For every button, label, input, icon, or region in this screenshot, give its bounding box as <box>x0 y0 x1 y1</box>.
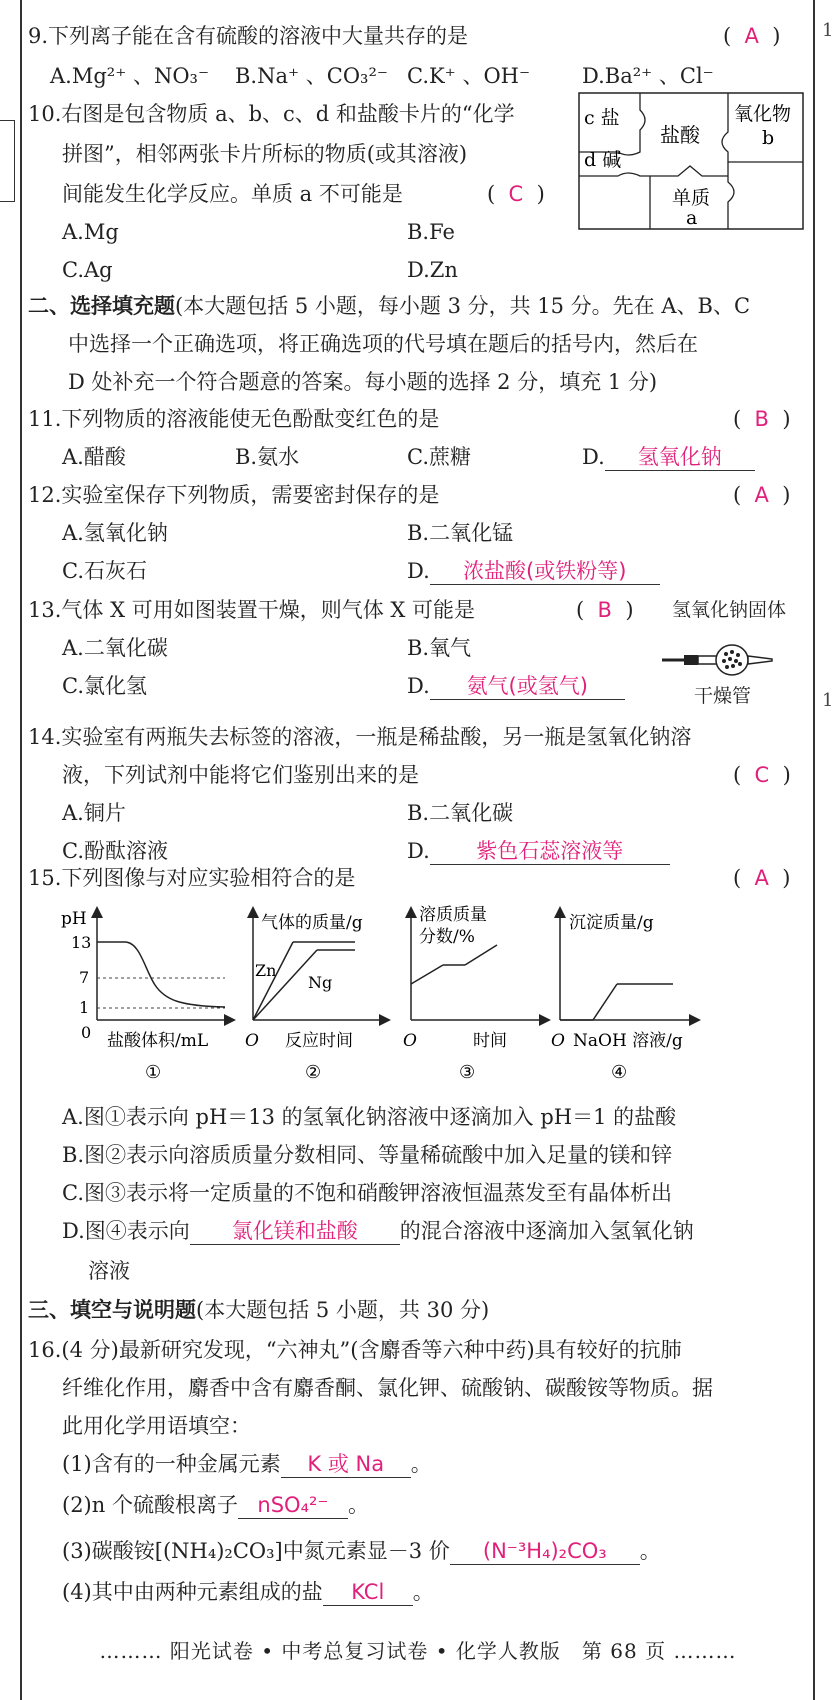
q14-option-d: D. 紫色石蕊溶液等 <box>407 837 670 865</box>
q10-option-c: C.Ag <box>62 258 113 282</box>
svg-text:④: ④ <box>611 1062 628 1083</box>
q12-option-d: D. 浓盐酸(或铁粉等) <box>407 557 660 585</box>
q10-option-a: A.Mg <box>62 220 119 244</box>
q15-option-d: D.图④表示向 氯化镁和盐酸 的混合溶液中逐滴加入氢氧化钠 <box>62 1219 694 1243</box>
q12-answer: A <box>754 483 769 507</box>
svg-text:③: ③ <box>459 1062 476 1083</box>
q9-option-c: C.K⁺ 、OH⁻ <box>407 64 531 88</box>
puzzle-c-label: c 盐 <box>584 107 620 129</box>
q15-stem: 15.下列图像与对应实验相符合的是 <box>28 866 356 890</box>
q10-line2: 拼图”，相邻两张卡片所标的物质(或其溶液) <box>62 142 468 166</box>
q15-answer: A <box>754 866 769 890</box>
q14-option-b: B.二氧化碳 <box>407 801 514 825</box>
q13-option-a: A.二氧化碳 <box>62 636 168 660</box>
q15-option-d-line2: 溶液 <box>88 1259 130 1283</box>
svg-text:O: O <box>403 1031 417 1051</box>
q14-line2: 液，下列试剂中能将它们鉴别出来的是 <box>62 763 419 787</box>
page-footer: ……… 阳光试卷 • 中考总复习试卷 • 化学人教版 第 68 页 ……… <box>99 1639 737 1663</box>
q9-stem: 9.下列离子能在含有硫酸的溶液中大量共存的是 <box>28 24 469 48</box>
q9-option-a: A.Mg²⁺ 、NO₃⁻ <box>50 64 210 88</box>
q12-fill: 浓盐酸(或铁粉等) <box>430 558 660 585</box>
q16-line2: 纤维化作用，麝香中含有麝香酮、氯化钾、硫酸钠、碳酸铵等物质。据 <box>62 1376 713 1400</box>
section3-title: 三、填空与说明题(本大题包括 5 小题，共 30 分) <box>28 1298 490 1322</box>
q11-answer: B <box>754 407 769 431</box>
right-margin-line <box>813 0 815 1700</box>
q16-part1: (1)含有的一种金属元素 K 或 Na 。 <box>62 1452 432 1476</box>
q11-stem: 11.下列物质的溶液能使无色酚酞变红色的是 <box>28 407 440 431</box>
puzzle-b-label1: 氧化物 <box>734 103 792 125</box>
svg-text:O: O <box>551 1031 565 1051</box>
svg-text:7: 7 <box>79 968 90 987</box>
q16-part2: (2)n 个硫酸根离子 nSO₄²⁻ 。 <box>62 1493 369 1517</box>
left-edge-box <box>0 120 15 202</box>
q11-answer-box: ( B ) <box>733 407 791 431</box>
section2-line3: D 处补充一个符合题意的答案。每小题的选择 2 分，填充 1 分) <box>68 370 658 394</box>
svg-text:O: O <box>245 1031 259 1051</box>
q16-line1: 16.(4 分)最新研究发现，“六神丸”(含麝香等六种中药)具有较好的抗肺 <box>28 1338 682 1362</box>
graph-1 <box>61 909 230 1083</box>
graph-4 <box>551 912 695 1083</box>
q9-option-d: D.Ba²⁺ 、Cl⁻ <box>582 64 714 88</box>
svg-text:气体的质量/g: 气体的质量/g <box>261 913 363 933</box>
puzzle-a-label1: 单质 <box>672 187 711 209</box>
puzzle-center-label: 盐酸 <box>660 123 700 147</box>
section2-line1: 二、选择填充题(本大题包括 5 小题，每小题 3 分，共 15 分。先在 A、B、C <box>28 294 751 318</box>
q14-fill: 紫色石蕊溶液等 <box>430 838 670 865</box>
right-edge-mark: 1 <box>822 20 834 41</box>
svg-text:时间: 时间 <box>473 1031 507 1051</box>
svg-text:13: 13 <box>71 933 92 952</box>
q11-option-a: A.醋酸 <box>62 445 126 469</box>
svg-text:盐酸体积/mL: 盐酸体积/mL <box>107 1031 209 1051</box>
svg-text:①: ① <box>145 1062 162 1083</box>
left-margin-line <box>20 0 22 1700</box>
q12-option-c: C.石灰石 <box>62 559 147 583</box>
svg-text:沉淀质量/g: 沉淀质量/g <box>569 913 654 933</box>
q9-option-b: B.Na⁺ 、CO₃²⁻ <box>235 64 388 88</box>
q15-option-a: A.图①表示向 pH＝13 的氢氧化钠溶液中逐滴加入 pH＝1 的盐酸 <box>62 1105 677 1129</box>
q13-option-c: C.氯化氢 <box>62 674 147 698</box>
q15-fill: 氯化镁和盐酸 <box>190 1218 400 1245</box>
svg-text:分数/%: 分数/% <box>419 927 475 947</box>
q16-fill-2: nSO₄²⁻ <box>238 1492 348 1519</box>
q13-option-d: D. 氨气(或氢气) <box>407 672 625 700</box>
svg-text:反应时间: 反应时间 <box>285 1031 353 1051</box>
q10-answer: C <box>508 182 524 206</box>
q16-fill-3: (N⁻³H₄)₂CO₃ <box>450 1538 640 1565</box>
q13-answer-box: ( B ) <box>576 598 634 622</box>
q14-line1: 14.实验室有两瓶失去标签的溶液，一瓶是稀盐酸，另一瓶是氢氧化钠溶 <box>28 725 692 749</box>
q9-answer: A <box>744 24 759 48</box>
q16-fill-4: KCl <box>323 1579 413 1606</box>
q11-fill: 氢氧化钠 <box>605 444 755 471</box>
q12-option-b: B.二氧化锰 <box>407 521 514 545</box>
q14-answer-box: ( C ) <box>733 763 791 787</box>
q13-option-b: B.氧气 <box>407 636 472 660</box>
q15-answer-box: ( A ) <box>733 866 791 890</box>
puzzle-b-label2: b <box>762 127 775 149</box>
q15-option-b: B.图②表示向溶质质量分数相同、等量稀硫酸中加入足量的镁和锌 <box>62 1143 673 1167</box>
svg-text:溶质质量: 溶质质量 <box>419 905 487 925</box>
svg-text:②: ② <box>305 1062 322 1083</box>
svg-text:pH: pH <box>61 909 87 929</box>
q13-figure-top-label: 氢氧化钠固体 <box>672 599 787 621</box>
q10-answer-box: ( C ) <box>487 182 545 206</box>
q9-answer-box: ( A ) <box>723 24 781 48</box>
drying-tube-figure <box>660 636 780 680</box>
q10-option-b: B.Fe <box>407 220 455 244</box>
q10-puzzle-figure <box>578 92 804 230</box>
q13-stem: 13.气体 X 可用如图装置干燥，则气体 X 可能是 <box>28 598 475 622</box>
q11-option-c: C.蔗糖 <box>407 445 471 469</box>
q15-option-c: C.图③表示将一定质量的不饱和硝酸钾溶液恒温蒸发至有晶体析出 <box>62 1181 672 1205</box>
q12-option-a: A.氢氧化钠 <box>62 521 168 545</box>
section2-line2: 中选择一个正确选项，将正确选项的代号填在题后的括号内，然后在 <box>68 332 698 356</box>
right-edge-mark: 1 <box>822 690 834 711</box>
graph-3 <box>403 905 545 1083</box>
svg-text:NaOH 溶液/g: NaOH 溶液/g <box>573 1031 683 1051</box>
q13-fill: 氨气(或氢气) <box>430 673 625 700</box>
q12-answer-box: ( A ) <box>733 483 791 507</box>
q14-answer: C <box>754 763 770 787</box>
q16-part4: (4)其中由两种元素组成的盐 KCl 。 <box>62 1580 434 1604</box>
q12-stem: 12.实验室保存下列物质，需要密封保存的是 <box>28 483 440 507</box>
q11-option-b: B.氨水 <box>235 445 300 469</box>
q14-option-c: C.酚酞溶液 <box>62 839 168 863</box>
q16-line3: 此用化学用语填空： <box>62 1414 251 1438</box>
q13-figure-bottom-label: 干燥管 <box>694 685 752 707</box>
q10-line1: 10.右图是包含物质 a、b、c、d 和盐酸卡片的“化学 <box>28 102 515 126</box>
q14-option-a: A.铜片 <box>62 801 126 825</box>
svg-text:Ng: Ng <box>308 973 333 992</box>
svg-text:1: 1 <box>79 998 90 1017</box>
svg-text:0: 0 <box>81 1023 92 1042</box>
q13-answer: B <box>597 598 612 622</box>
q10-option-d: D.Zn <box>407 258 458 282</box>
q16-part3: (3)碳酸铵[(NH₄)₂CO₃]中氮元素显－3 价 (N⁻³H₄)₂CO₃ 。 <box>62 1539 661 1563</box>
q16-fill-1: K 或 Na <box>281 1451 411 1478</box>
puzzle-d-label: d 碱 <box>584 149 622 171</box>
q11-option-d: D. 氢氧化钠 <box>582 443 755 471</box>
q15-graphs <box>55 900 775 1090</box>
graph-2 <box>245 912 385 1083</box>
svg-text:Zn: Zn <box>255 961 277 980</box>
q10-line3: 间能发生化学反应。单质 a 不可能是 <box>62 182 403 206</box>
puzzle-a-label2: a <box>686 207 698 229</box>
